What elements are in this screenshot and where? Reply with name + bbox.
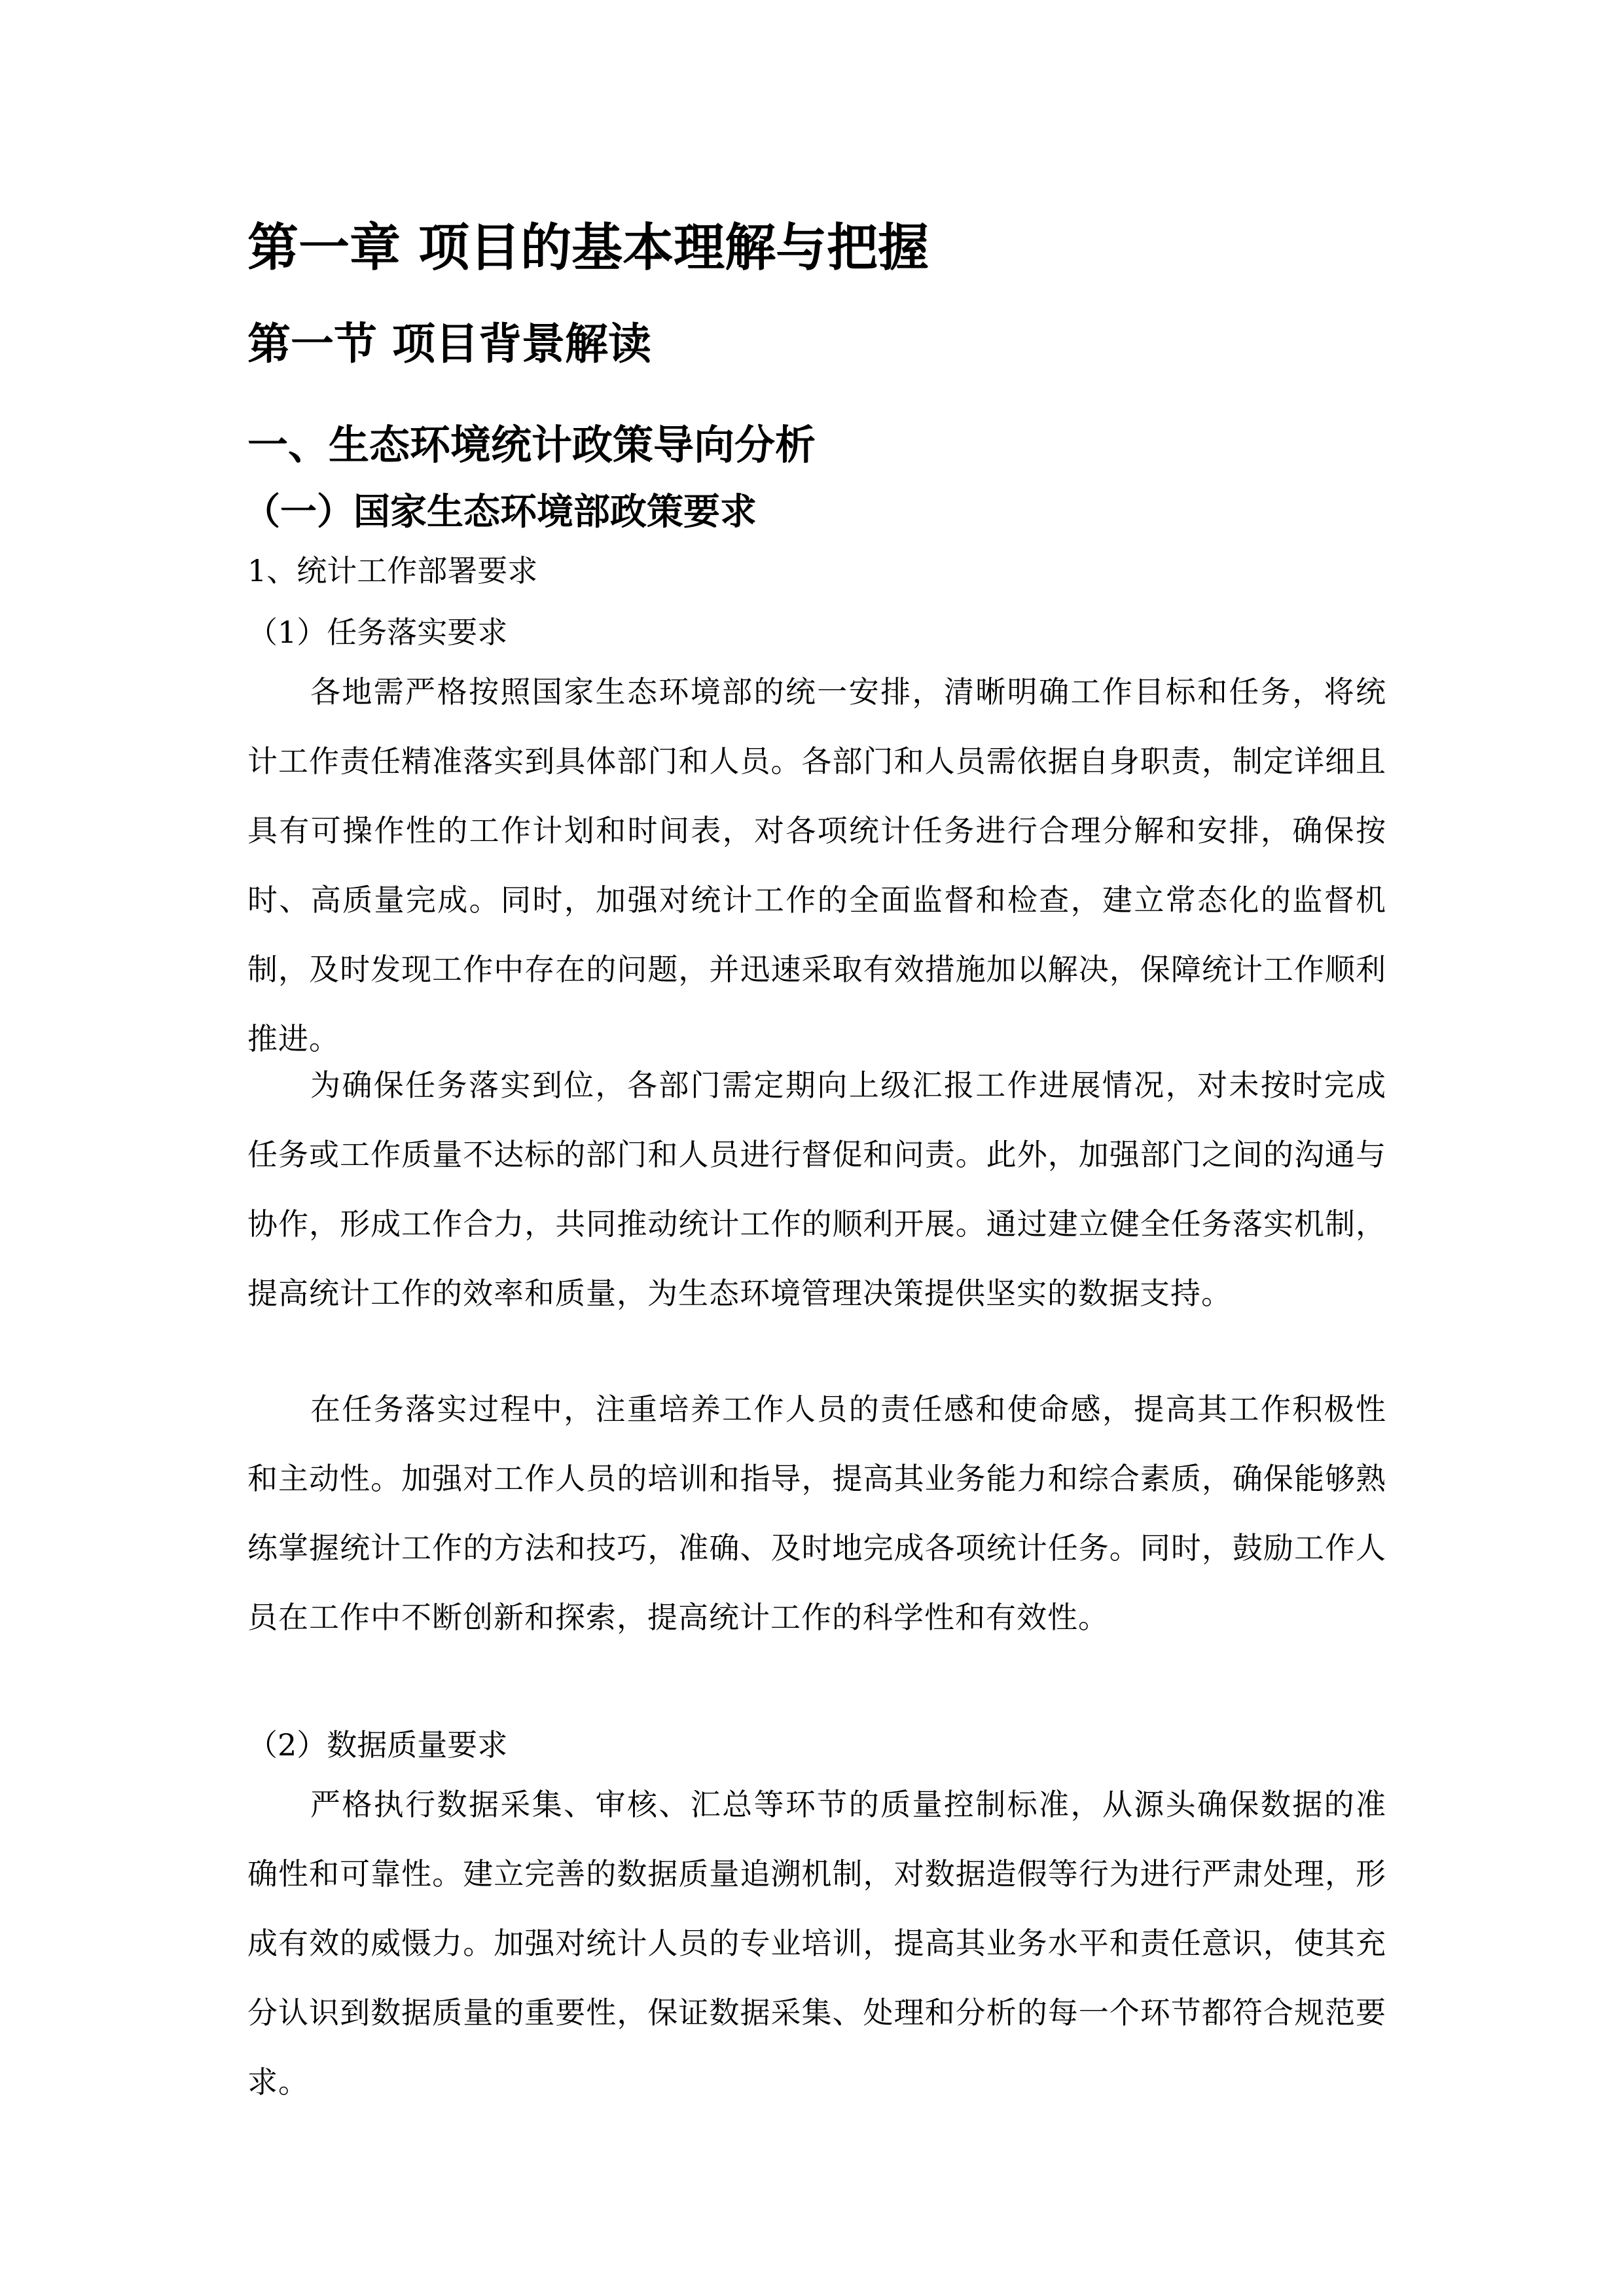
subsubsection-title: （一）国家生态环境部政策要求 <box>244 490 757 533</box>
subitem-title-data-quality: （2）数据质量要求 <box>247 1727 508 1763</box>
subitem-title-task: （1）任务落实要求 <box>247 615 508 650</box>
paragraph: 为确保任务落实到位，各部门需定期向上级汇报工作进展情况，对未按时完成任务或工作质量不达标的部门和人员进行督促和问责。此外，加强部门之间的沟通与协作，形成工作合力，共同推动统计工作的顺利开展。通过建立健全任务落实机制，提高统计工作的效率和质量，为生态环境管理决策提供坚实的数据支持。 <box>247 1067 1386 1311</box>
paragraph: 在任务落实过程中，注重培养工作人员的责任感和使命感，提高其工作积极性和主动性。加强对工作人员的培训和指导，提高其业务能力和综合素质，确保能够熟练掌握统计工作的方法和技巧，准确、及时地完成各项统计任务。同时，鼓励工作人员在工作中不断创新和探索，提高统计工作的科学性和有效性。 <box>247 1391 1386 1635</box>
subsection-title: 一、生态环境统计政策导向分析 <box>247 421 816 469</box>
section-title: 第一节 项目背景解读 <box>247 319 651 369</box>
item-title: 1、统计工作部署要求 <box>247 553 538 588</box>
chapter-title: 第一章 项目的基本理解与把握 <box>247 219 929 278</box>
paragraph: 各地需严格按照国家生态环境部的统一安排，清晰明确工作目标和任务，将统计工作责任精准落实到具体部门和人员。各部门和人员需依据自身职责，制定详细且具有可操作性的工作计划和时间表，对各项统计任务进行合理分解和安排，确保按时、高质量完成。同时，加强对统计工作的全面监督和检查，建立常态化的监督机制，及时发现工作中存在的问题，并迅速采取有效措施加以解决，保障统计工作顺利推进。 <box>247 674 1386 1056</box>
paragraph: 严格执行数据采集、审核、汇总等环节的质量控制标准，从源头确保数据的准确性和可靠性。建立完善的数据质量追溯机制，对数据造假等行为进行严肃处理，形成有效的威慑力。加强对统计人员的专业培训，提高其业务水平和责任意识，使其充分认识到数据质量的重要性，保证数据采集、处理和分析的每一个环节都符合规范要求。 <box>247 1787 1386 2100</box>
